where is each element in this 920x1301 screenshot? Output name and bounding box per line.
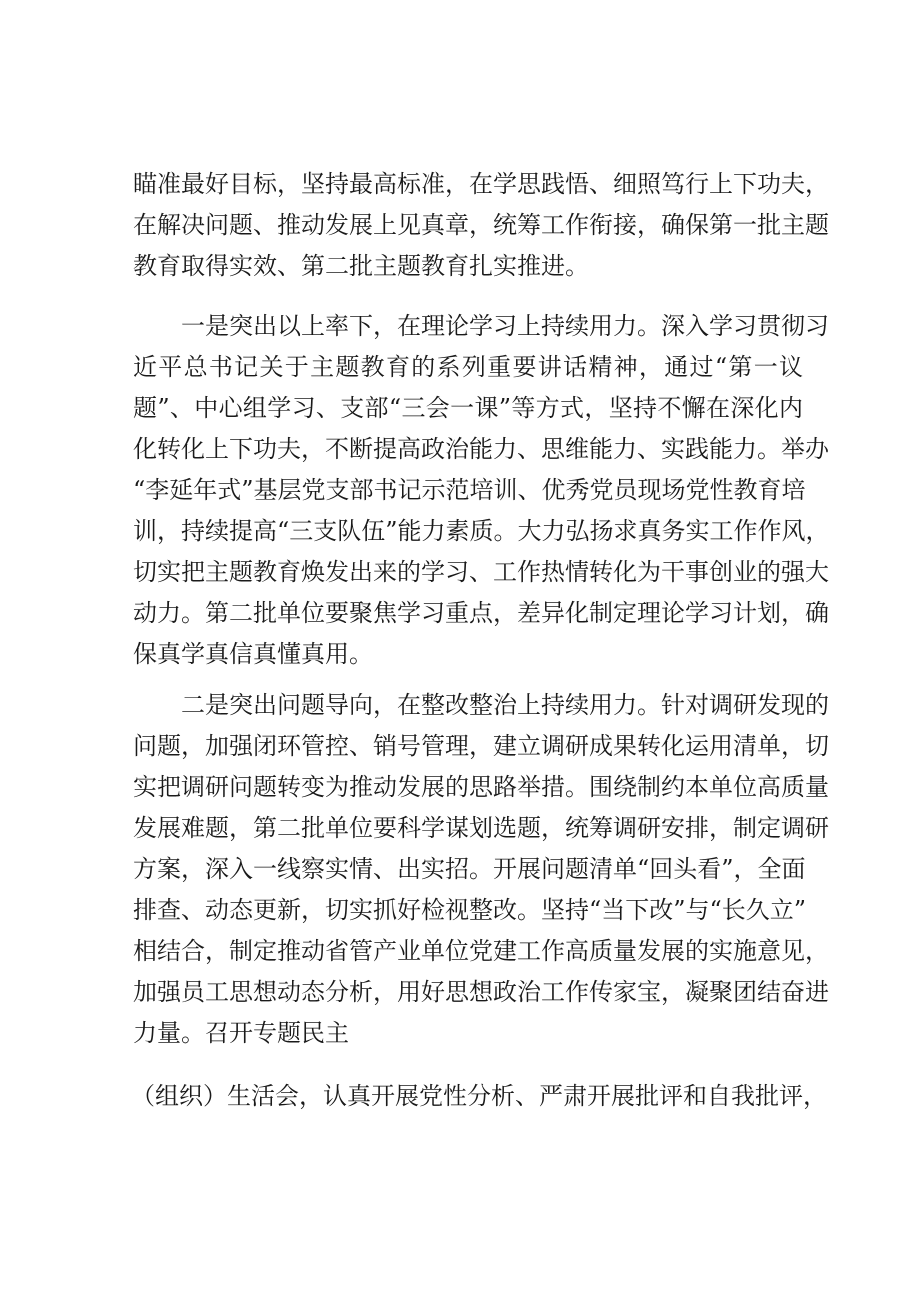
text-line: 发展难题，第二批单位要科学谋划选题，统筹调研安排，制定调研 [133,814,829,842]
text-line: 在解决问题、推动发展上见真章，统筹工作衔接，确保第一批主题 [133,211,829,239]
text-line: 训，持续提高“三支队伍”能力素质。大力弘扬求真务实工作作风， [133,517,830,545]
text-line: 问题，加强闭环管控、销号管理，建立调研成果转化运用清单，切 [133,732,829,760]
text-line: 二是突出问题导向，在整改整治上持续用力。针对调研发现的 [181,691,829,719]
text-line: 题”、中心组学习、支部“三会一课”等方式，坚持不懈在深化内 [133,394,803,422]
text-line: 实把调研问题转变为推动发展的思路举措。围绕制约本单位高质量 [133,773,829,801]
text-line: 排查、动态更新，切实抓好检视整改。坚持“当下改”与“长久立” [133,896,807,924]
text-line: 加强员工思想动态分析，用好思想政治工作传家宝，凝聚团结奋进 [133,978,829,1006]
text-line: 保真学真信真懂真用。 [133,640,373,668]
text-line: 动力。第二批单位要聚焦学习重点，差异化制定理论学习计划，确 [133,599,829,627]
text-line: 方案，深入一线察实情、出实招。开展问题清单“回头看”，全面 [133,855,806,883]
paragraph-theory-study [133,306,830,675]
text-line: 一是突出以上率下，在理论学习上持续用力。深入学习贯彻习 [181,312,829,340]
text-line: 瞄准最好目标，坚持最高标准，在学思践悟、细照笃行上下功夫， [133,170,829,198]
paragraph-problem-oriented [133,685,829,1054]
text-line: 力量。召开专题民主 [133,1019,349,1047]
text-line: 相结合，制定推动省管产业单位党建工作高质量发展的实施意见， [133,937,829,965]
paragraph-continuation [133,164,829,287]
text-line: 教育取得实效、第二批主题教育扎实推进。 [133,252,589,280]
text-line: （组织）生活会，认真开展党性分析、严肃开展批评和自我批评， [131,1082,827,1110]
text-line: “李延年式”基层党支部书记示范培训、优秀党员现场党性教育培 [133,476,806,504]
text-line: 化转化上下功夫，不断提高政治能力、思维能力、实践能力。举办 [133,435,829,463]
text-line: 切实把主题教育焕发出来的学习、工作热情转化为干事创业的强大 [133,558,829,586]
text-line: 近平总书记关于主题教育的系列重要讲话精神，通过“第一议 [133,353,803,381]
paragraph-life-meeting [131,1076,827,1117]
